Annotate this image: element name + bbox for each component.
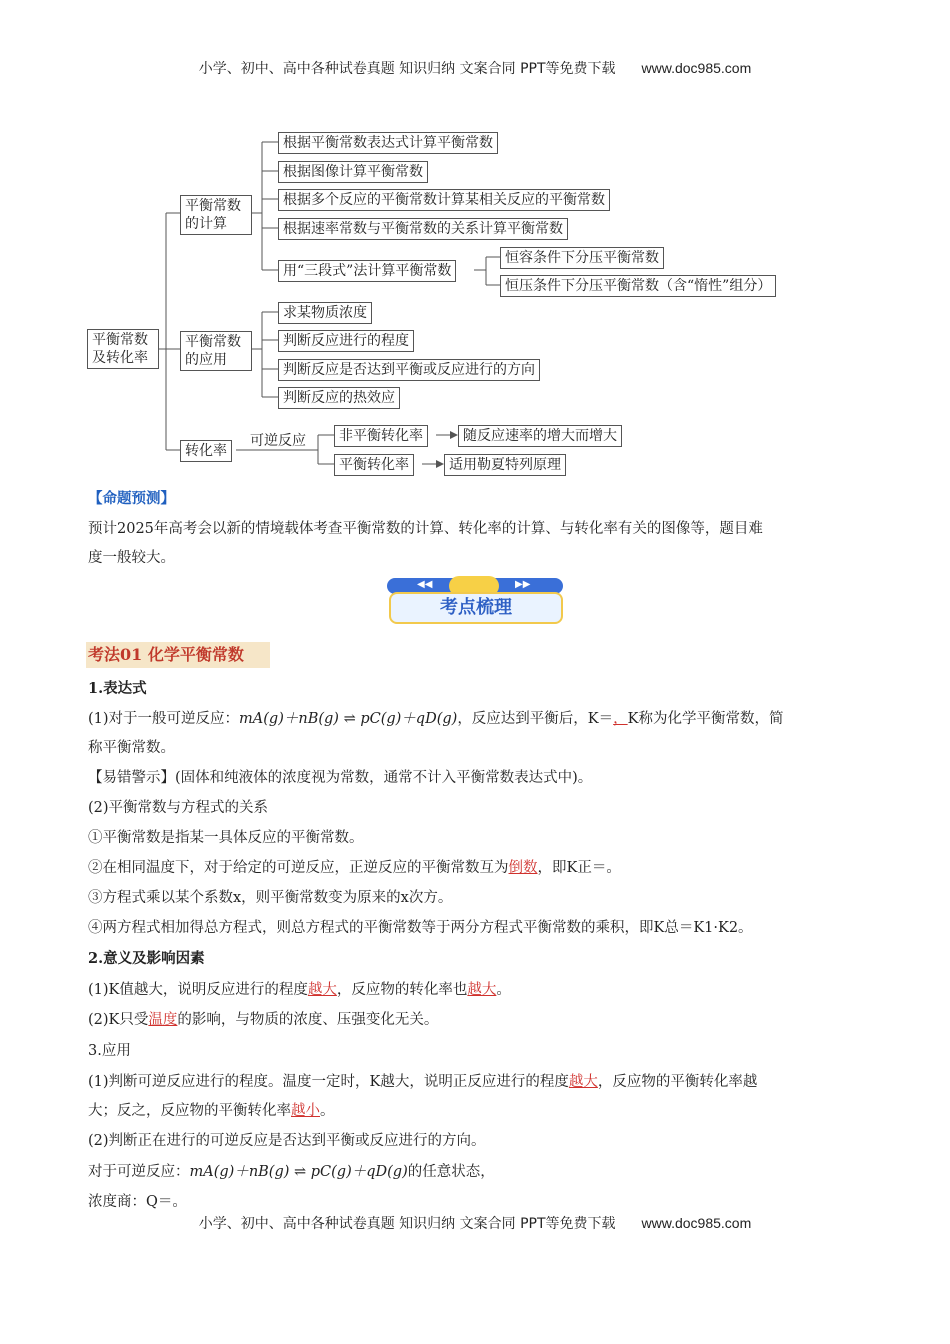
mindmap-conv-result: 适用勒夏特列原理 bbox=[444, 454, 566, 476]
text: (1)判断可逆反应进行的程度。温度一定时，K越大，说明正反应进行的程度 bbox=[88, 1074, 569, 1090]
list-item: ④两方程式相加得总方程式，则总方程式的平衡常数等于两分方程式平衡常数的乘积，即K总＝K1·K2。 bbox=[88, 920, 753, 936]
paragraph bbox=[88, 1005, 868, 1035]
mindmap-app-item: 判断反应是否达到平衡或反应进行的方向 bbox=[278, 359, 540, 381]
section-title: 考法01 化学平衡常数 bbox=[86, 642, 270, 668]
paragraph bbox=[88, 704, 868, 734]
paragraph bbox=[88, 1096, 868, 1126]
paragraph: 称平衡常数。 bbox=[88, 740, 175, 756]
mindmap-calc-item: 根据多个反应的平衡常数计算某相关反应的平衡常数 bbox=[278, 189, 610, 211]
answer-blank: 温度 bbox=[148, 1012, 178, 1028]
mindmap-conv-node: 转化率 bbox=[180, 440, 232, 462]
mindmap-calc-item: 根据速率常数与平衡常数的关系计算平衡常数 bbox=[278, 218, 568, 240]
heading-3: 3.应用 bbox=[88, 1043, 131, 1059]
text: ，反应物的转化率也 bbox=[336, 982, 468, 998]
answer-blank: 越大 bbox=[568, 1074, 598, 1090]
text: ，即K正＝。 bbox=[537, 860, 621, 876]
text: 大；反之，反应物的平衡转化率 bbox=[88, 1103, 291, 1119]
text: ②在相同温度下，对于给定的可逆反应，正逆反应的平衡常数互为 bbox=[88, 860, 509, 876]
mindmap-conv-item: 非平衡转化率 bbox=[334, 425, 428, 447]
text: K称为化学平衡常数，简 bbox=[627, 711, 784, 727]
answer-blank: 倒数 bbox=[508, 860, 538, 876]
mindmap-calc-sub: 恒压条件下分压平衡常数（含“惰性”组分） bbox=[500, 275, 776, 297]
heading-1: 1.表达式 bbox=[88, 680, 147, 697]
answer-blank: 越大 bbox=[467, 982, 497, 998]
mindmap-app-node: 平衡常数的应用 bbox=[180, 331, 252, 371]
mindmap-app-item: 求某物质浓度 bbox=[278, 302, 372, 324]
section-banner bbox=[387, 578, 563, 624]
answer-blank: 越小 bbox=[291, 1103, 320, 1119]
mindmap-conv-item: 平衡转化率 bbox=[334, 454, 414, 476]
text: (1)对于一般可逆反应： bbox=[88, 711, 240, 727]
warning-note: 【易错警示】(固体和纯液体的浓度视为常数，通常不计入平衡常数表达式中)。 bbox=[88, 770, 593, 786]
mindmap-calc-sub: 恒容条件下分压平衡常数 bbox=[500, 247, 664, 269]
paragraph: 浓度商：Q＝。 bbox=[88, 1194, 187, 1210]
mindmap-calc-item: 用“三段式”法计算平衡常数 bbox=[278, 260, 456, 282]
mindmap-app-item: 判断反应的热效应 bbox=[278, 387, 400, 409]
mindmap-conv-mid: 可逆反应 bbox=[250, 433, 306, 449]
text: (2)K只受 bbox=[88, 1012, 149, 1028]
text: 。 bbox=[496, 982, 511, 998]
mindmap-calc-item: 根据图像计算平衡常数 bbox=[278, 161, 428, 183]
list-item bbox=[88, 853, 868, 883]
header-site[interactable]: www.doc985.com bbox=[641, 60, 752, 76]
text: 对于可逆反应： bbox=[88, 1164, 190, 1180]
paragraph: (2)判断正在进行的可逆反应是否达到平衡或反应进行的方向。 bbox=[88, 1133, 486, 1149]
header-text: 小学、初中、高中各种试卷真题 知识归纳 文案合同 PPT等免费下载 bbox=[198, 61, 616, 77]
heading-2: 2.意义及影响因素 bbox=[88, 950, 205, 967]
mindmap-calc-item: 根据平衡常数表达式计算平衡常数 bbox=[278, 132, 498, 154]
prediction-text: 预计2025年高考会以新的情境载体考查平衡常数的计算、转化率的计算、与转化率有关的图像等，题目难 bbox=[88, 521, 763, 537]
footer-text: 小学、初中、高中各种试卷真题 知识归纳 文案合同 PPT等免费下载 bbox=[198, 1216, 616, 1232]
prediction-text: 度一般较大。 bbox=[88, 550, 175, 566]
page-footer bbox=[0, 1213, 950, 1233]
list-item: ①平衡常数是指某一具体反应的平衡常数。 bbox=[88, 830, 364, 846]
footer-site[interactable]: www.doc985.com bbox=[641, 1215, 752, 1231]
banner-title: 考点梳理 bbox=[389, 592, 563, 624]
equation: mA(g)＋nB(g) ⇌ pC(g)＋qD(g) bbox=[189, 1164, 408, 1180]
paragraph: (2)平衡常数与方程式的关系 bbox=[88, 800, 269, 816]
mindmap-connectors bbox=[0, 0, 950, 480]
list-item: ③方程式乘以某个系数x，则平衡常数变为原来的x次方。 bbox=[88, 890, 453, 906]
text: ，反应达到平衡后，K＝ bbox=[457, 711, 614, 727]
mindmap-calc-node: 平衡常数的计算 bbox=[180, 195, 252, 235]
equation: mA(g)＋nB(g) ⇌ pC(g)＋qD(g) bbox=[239, 711, 458, 727]
paragraph bbox=[88, 975, 868, 1005]
text: ，反应物的平衡转化率越 bbox=[597, 1074, 758, 1090]
answer-blank: ， bbox=[613, 711, 628, 727]
prediction-title: 【命题预测】 bbox=[88, 490, 175, 507]
paragraph bbox=[88, 1067, 868, 1097]
mindmap-app-item: 判断反应进行的程度 bbox=[278, 330, 414, 352]
mindmap-conv-result: 随反应速率的增大而增大 bbox=[458, 425, 622, 447]
chevron-left-icon: ◀◀ bbox=[417, 579, 433, 590]
text: 的影响，与物质的浓度、压强变化无关。 bbox=[177, 1012, 439, 1028]
mindmap-root: 平衡常数及转化率 bbox=[87, 329, 159, 369]
text: (1)K值越大，说明反应进行的程度 bbox=[88, 982, 308, 998]
chevron-right-icon: ▶▶ bbox=[515, 579, 531, 590]
text: 的任意状态， bbox=[407, 1164, 495, 1180]
paragraph bbox=[88, 1157, 868, 1187]
text: 。 bbox=[320, 1103, 335, 1119]
answer-blank: 越大 bbox=[307, 982, 337, 998]
